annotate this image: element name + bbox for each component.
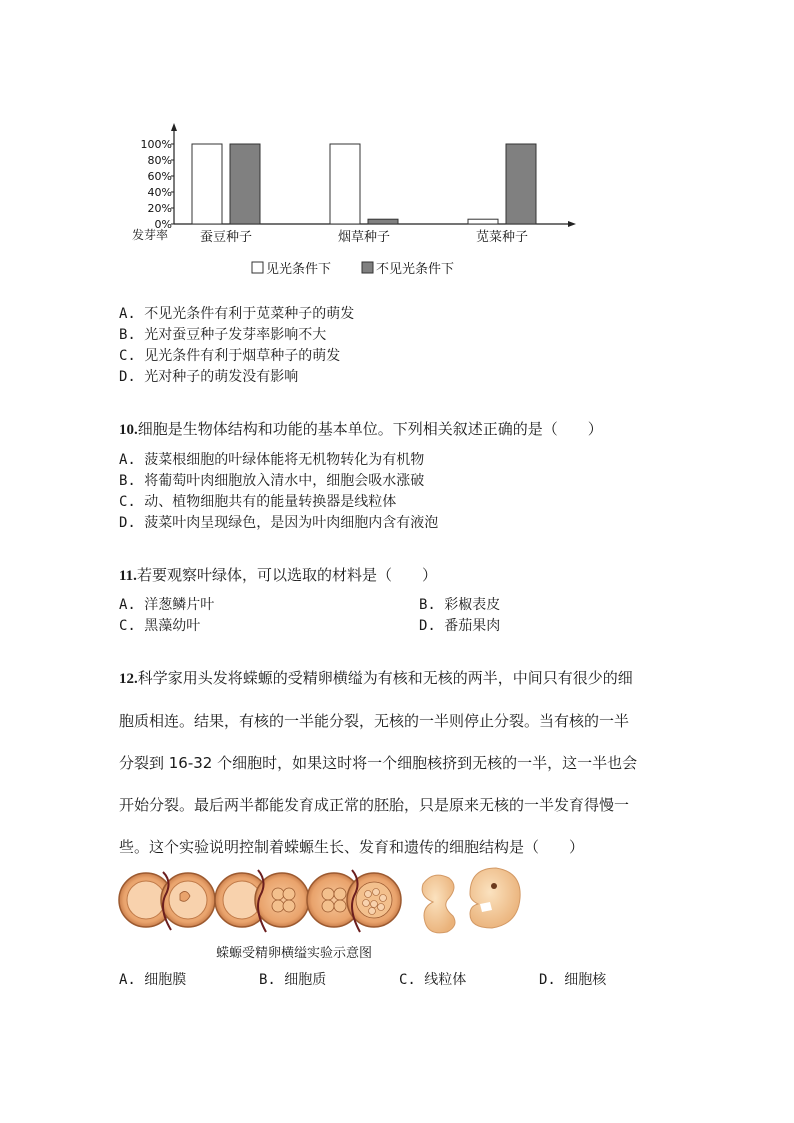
legend-label-0: 见光条件下	[266, 262, 332, 277]
q11-stem	[119, 564, 437, 585]
q11-stem-text: 若要观察叶绿体，可以选取的材料是（ ）	[136, 566, 437, 584]
q12-number: 12.	[119, 671, 138, 687]
q11-option-a: A. 洋葱鳞片叶	[119, 597, 215, 613]
q12-option-b: B. 细胞质	[259, 972, 327, 988]
x-tick-label: 蚕豆种子	[199, 230, 253, 245]
bar-dark-2	[506, 144, 536, 224]
bar-light-0	[192, 144, 222, 224]
egg-stage-2	[215, 870, 309, 932]
bar-dark-1	[368, 219, 398, 224]
q10-option-c: C. 动、植物细胞共有的能量转换器是线粒体	[119, 494, 397, 510]
q9-option-b: B. 光对蚕豆种子发芽率影响不大	[119, 327, 327, 343]
egg-stage-1	[119, 872, 215, 930]
q10-option-b: B. 将葡萄叶肉细胞放入清水中，细胞会吸水涨破	[119, 473, 425, 489]
q12-line-4: 开始分裂。最后两半都能发育成正常的胚胎，只是原来无核的一半发育得慢一	[119, 796, 630, 814]
q12-line-2: 胞质相连。结果，有核的一半能分裂，无核的一半则停止分裂。当有核的一半	[119, 712, 630, 730]
y-tick-label: 40%	[147, 186, 172, 199]
q11-option-d: D. 番茄果肉	[419, 618, 501, 634]
q10-stem-text: 细胞是生物体结构和功能的基本单位。下列相关叙述正确的是（ ）	[137, 420, 603, 438]
q11-number: 11.	[119, 568, 137, 584]
q9-option-a: A. 不见光条件有利于苋菜种子的萌发	[119, 306, 355, 322]
q12-option-a: A. 细胞膜	[119, 972, 187, 988]
q12-line-5: 些。这个实验说明控制着蝾螈生长、发育和遗传的细胞结构是（ ）	[119, 838, 585, 856]
q10-number: 10.	[119, 422, 138, 438]
bar-dark-0	[230, 144, 260, 224]
x-tick-label: 烟草种子	[337, 230, 391, 245]
q10-option-d: D. 菠菜叶肉呈现绿色，是因为叶肉细胞内含有液泡	[119, 515, 439, 531]
bar-light-1	[330, 144, 360, 224]
legend-swatch-0	[252, 262, 263, 273]
x-axis-arrow	[568, 221, 576, 227]
y-axis-label: 发芽率	[132, 228, 169, 242]
y-tick-label: 100%	[140, 138, 172, 151]
q12-line-3: 分裂到 16-32 个细胞时，如果这时将一个细胞核挤到无核的一半，这一半也会	[119, 754, 638, 772]
q10-stem	[119, 418, 603, 439]
bar-light-2	[468, 219, 498, 224]
y-tick-label: 80%	[147, 154, 172, 167]
embryo-1	[422, 875, 455, 933]
q12-option-c: C. 线粒体	[399, 972, 467, 988]
newt-egg-experiment-figure	[118, 864, 528, 940]
x-tick-label: 苋菜种子	[475, 230, 529, 245]
legend-label-1: 不见光条件下	[376, 262, 455, 277]
y-tick-label: 60%	[147, 170, 172, 183]
q11-option-c: C. 黑藻幼叶	[119, 618, 201, 634]
y-tick-label: 20%	[147, 202, 172, 215]
embryo-2	[470, 868, 520, 928]
germination-bar-chart	[128, 120, 588, 285]
q12-line-1-text: 科学家用头发将蝾螈的受精卵横缢为有核和无核的两半，中间只有很少的细	[137, 669, 633, 687]
q11-option-b: B. 彩椒表皮	[419, 597, 501, 613]
q12-line-1	[119, 657, 679, 700]
y-axis-arrow	[171, 123, 177, 131]
y-tick-label: 0%	[154, 218, 172, 231]
figure-caption: 蝾螈受精卵横缢实验示意图	[216, 946, 373, 961]
q12-option-d: D. 细胞核	[539, 972, 607, 988]
egg-stage-3	[307, 870, 401, 932]
q9-option-c: C. 见光条件有利于烟草种子的萌发	[119, 348, 341, 364]
q12-stem	[119, 657, 679, 868]
legend-swatch-1	[362, 262, 373, 273]
q9-option-d: D. 光对种子的萌发没有影响	[119, 369, 299, 385]
q10-option-a: A. 菠菜根细胞的叶绿体能将无机物转化为有机物	[119, 452, 425, 468]
